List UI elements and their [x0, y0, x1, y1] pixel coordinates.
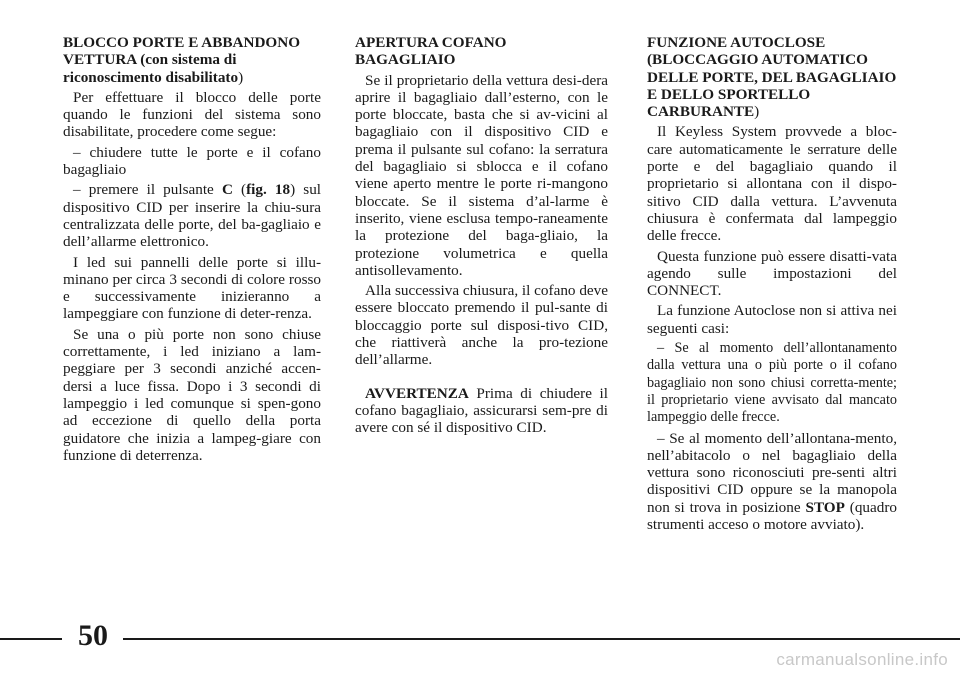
- paragraph: Questa funzione può essere disatti-vata agendo sulle impostazioni del CONNECT.: [647, 247, 897, 300]
- section-heading-door-lock: BLOCCO PORTE E ABBANDONO VETTURA (con sistema di riconoscimento disabilitato): [63, 34, 301, 86]
- paragraph: Per effettuare il blocco delle porte quando le funzioni del sistema sono disabilitate, procedere come segue:: [63, 88, 321, 141]
- paragraph: La funzione Autoclose non si attiva nei seguenti casi:: [647, 302, 897, 337]
- watermark: carmanualsonline.info: [776, 650, 948, 669]
- paragraph: Se una o più porte non sono chiuse correttamente, i led iniziano a lam-peggiare per 3 secondi anziché accen-dersi a luce fissa. Dopo i 3 secondi di lampeggio i led comunque si spen-gono ad eccezione di quello della porta guidatore che inizia a lampeg-giare con funzione di deterrenza.: [63, 325, 321, 464]
- paragraph: – premere il pulsante C (fig. 18) sul dispositivo CID per inserire la chiu-sura centralizzata delle porte, del ba-gagliaio e dell’allarme elettronico.: [63, 181, 322, 251]
- footer-rule-right: [123, 638, 960, 640]
- column-left: [63, 34, 321, 467]
- figure-reference: fig. 18: [246, 181, 291, 199]
- paragraph: Alla successiva chiusura, il cofano deve essere bloccato premendo il pul-sante di bloccaggio porte sul disposi-tivo CID, che riattiverà anche la pro-tezione dell’allarme.: [355, 282, 608, 369]
- paragraph: Se il proprietario della vettura desi-dera aprire il bagagliaio dall’esterno, con le porte bloccate, basta che si av-vicini al bagagliaio con il dispositivo CID e prema il pulsante sul cofano: la serratura del bagagliaio si sblocca e il cofano viene aperto mentre le porte ri-mangono bloccate. Se il sistema d’al-larme è inserito, viene esclusa tempo-raneamente la protezione del baga-gliaio, la protezione volumetrica e quella antisollevamento.: [355, 71, 608, 279]
- warning-label: AVVERTENZA: [365, 384, 469, 402]
- warning-note: AVVERTENZA Prima di chiudere il cofano bagagliaio, assicurarsi sem-pre di avere con sé il dispositivo CID.: [355, 384, 608, 437]
- section-heading-trunk-opening: APERTURA COFANO BAGAGLIAIO: [355, 34, 507, 69]
- paragraph: – Se al momento dell’allontana-mento, nell’abitacolo o nel bagagliaio della vettura sono riconosciuti pre-senti altri dispositivi CID oppure se la manopola non si trova in posizione STOP (quadro strumenti acceso o motore avviato).: [647, 429, 898, 534]
- section-heading-autoclose: FUNZIONE AUTOCLOSE (BLOCCAGGIO AUTOMATICO DELLE PORTE, DEL BAGAGLIAIO E DELLO SPORTELLO CARBURANTE): [647, 34, 897, 121]
- page-number: 50: [78, 619, 108, 652]
- paragraph: Il Keyless System provvede a bloc-care automaticamente le serrature delle porte e del bagagliaio quando il proprietario si allontana con il dispo-sitivo CID dalla vettura. L’avvenuta chiusura è confermata dal lampeggio delle frecce.: [647, 123, 897, 245]
- footer-rule-left: [0, 638, 62, 640]
- paragraph: – chiudere tutte le porte e il cofano bagagliaio: [63, 143, 321, 179]
- column-middle: [355, 34, 608, 440]
- paragraph: I led sui pannelli delle porte si illu-minano per circa 3 secondi di colore rosso e successivamente inizieranno a lampeggiare con funzione di deter-renza.: [63, 253, 321, 323]
- paragraph: – Se al momento dell’allontanamento dalla vettura una o più porte o il cofano bagagliaio non sono chiusi corretta-mente; il proprietario viene avvisato dal mancato lampeggio delle frecce.: [647, 340, 897, 426]
- column-right: [647, 34, 897, 536]
